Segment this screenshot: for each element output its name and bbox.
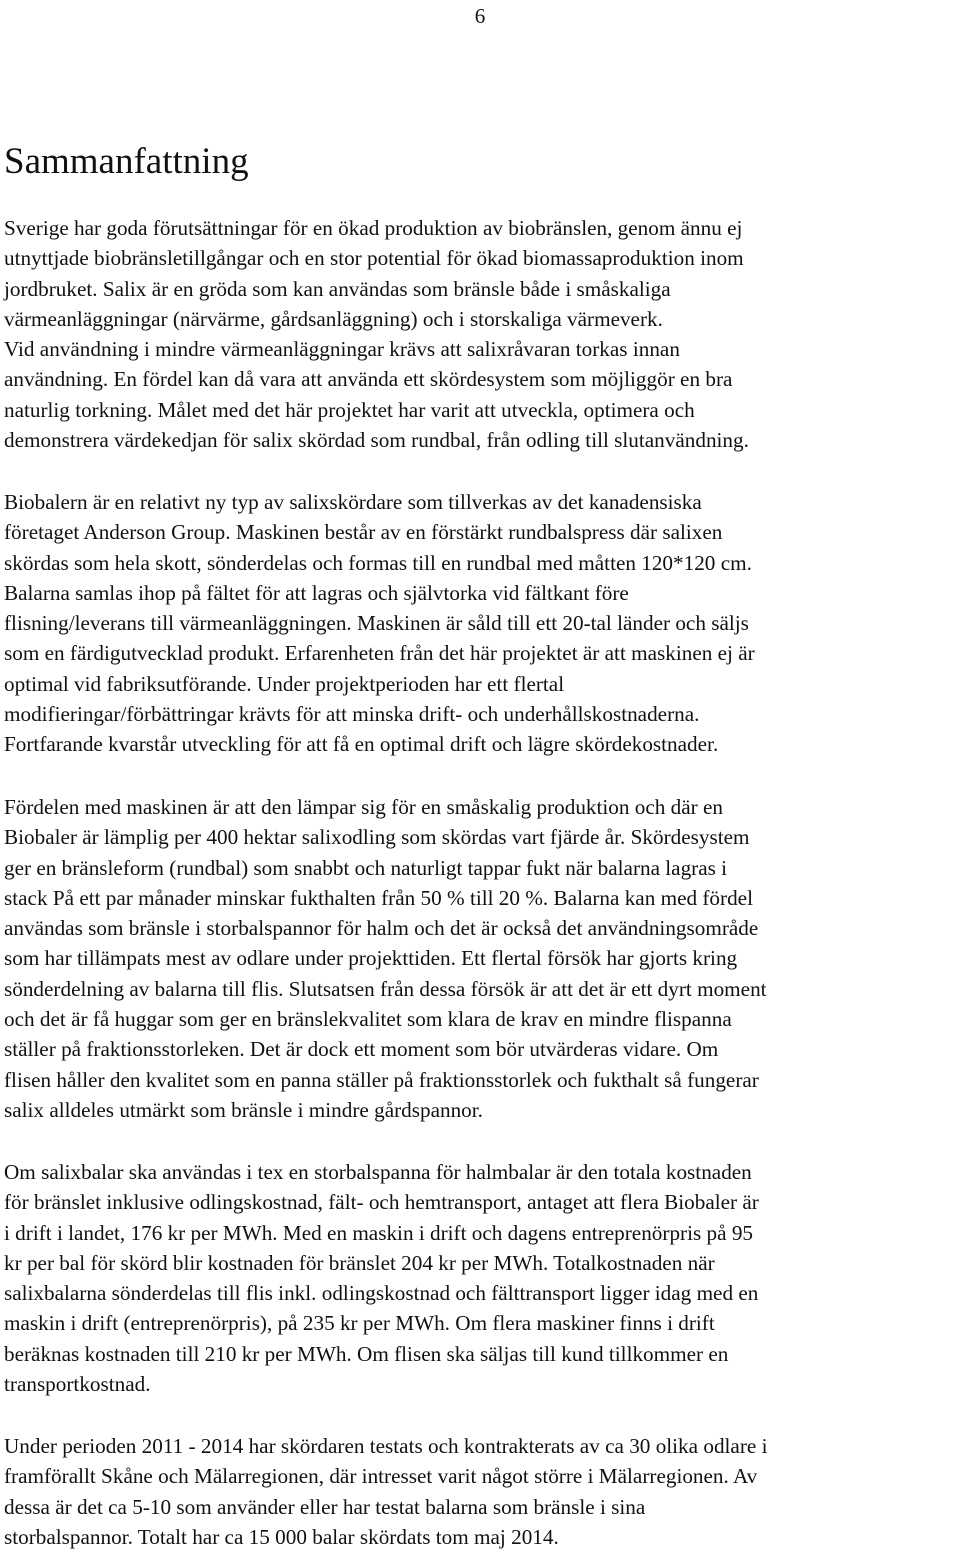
paragraph-intro: Sverige har goda förutsättningar för en ökad produktion av biobränslen, genom ännu ej utnyttjade biobränsletillgångar och en stor potential för ökad biomassaproduktion inom jordbruket. Salix är en gröda som kan användas som bränsle både i småskaliga värmeanläggningar (närvärme, gårdsanläggning) och i storskaliga värmeverk. Vid användning i mindre värmeanläggningar krävs att salixråvaran torkas innan användning. En fördel kan då vara att använda ett skördesystem som möjliggör en bra naturlig torkning. Målet med det här projektet har varit att utveckla, optimera och demonstrera värdekedjan för salix skördad som rundbal, från odling till slutanvändning.	[4, 216, 749, 453]
paragraph-biobaler: Biobalern är en relativt ny typ av salixskördare som tillverkas av det kanadensiska företaget Anderson Group. Maskinen består av en förstärkt rundbalspress där salixen skördas som hela skott, sönderdelas och formas till en rundbal med måtten 120*120 cm. Balarna samlas ihop på fältet för att lagras och självtorka vid fältkant före flisning/leverans till värmeanläggningen. Maskinen är såld till ett 20-tal länder och säljs som en färdigutvecklad produkt. Erfarenheten från det här projektet är att maskinen ej är optimal vid fabriksutförande. Under projektperioden har ett flertal modifieringar/förbättringar krävts för att minska drift- och underhållskostnaderna. Fortfarande kvarstår utveckling för att få en optimal drift och lägre skördekostnader.	[4, 490, 755, 757]
paragraph-costs: Om salixbalar ska användas i tex en storbalspanna för halmbalar är den totala kostnaden för bränslet inklusive odlingskostnad, fält- och hemtransport, antaget att flera Biobaler är i drift i landet, 176 kr per MWh. Med en maskin i drift och dagens entreprenörpris på 95 kr per bal för skörd blir kostnaden för bränslet 204 kr per MWh. Totalkostnaden när salixbalarna sönderdelas till flis inkl. odlingskostnad och fälttransport ligger idag med en maskin i drift (entreprenörpris), på 235 kr per MWh. Om flera maskiner finns i drift beräknas kostnaden till 210 kr per MWh. Om flisen ska säljas till kund tillkommer en transportkostnad.	[4, 1160, 759, 1397]
section-heading: Sammanfattning	[4, 141, 249, 182]
paragraph-period: Under perioden 2011 - 2014 har skördaren testats och kontrakterats av ca 30 olika odlare i framförallt Skåne och Mälarregionen, där intresset varit något större i Mälarregionen. Av dessa är det ca 5-10 som använder eller har testat balarna som bränsle i sina storbalspannor. Totalt har ca 15 000 balar skördats tom maj 2014.	[4, 1434, 768, 1549]
paragraph-advantages: Fördelen med maskinen är att den lämpar sig för en småskalig produktion och där en Biobaler är lämplig per 400 hektar salixodling som skördas vart fjärde år. Skördesystem ger en bränsleform (rundbal) som snabbt och naturligt tappar fukt när balarna lagras i stack På ett par månader minskar fukthalten från 50 % till 20 %. Balarna kan med fördel användas som bränsle i storbalspannor för halm och det är också det användningsområde som har tillämpats mest av odlare under projekttiden. Ett flertal försök har gjorts kring sönderdelning av balarna till flis. Slutsatsen från dessa försök är att det är ett dyrt moment och det är få huggar som ger en bränslekvalitet som klara de krav en mindre flispanna ställer på fraktionsstorleken. Det är dock ett moment som bör utvärderas vidare. Om flisen håller den kvalitet som en panna ställer på fraktionsstorlek och fukthalt så fungerar salix alldeles utmärkt som bränsle i mindre gårdspannor.	[4, 795, 767, 1122]
page-number: 6	[474, 4, 486, 28]
